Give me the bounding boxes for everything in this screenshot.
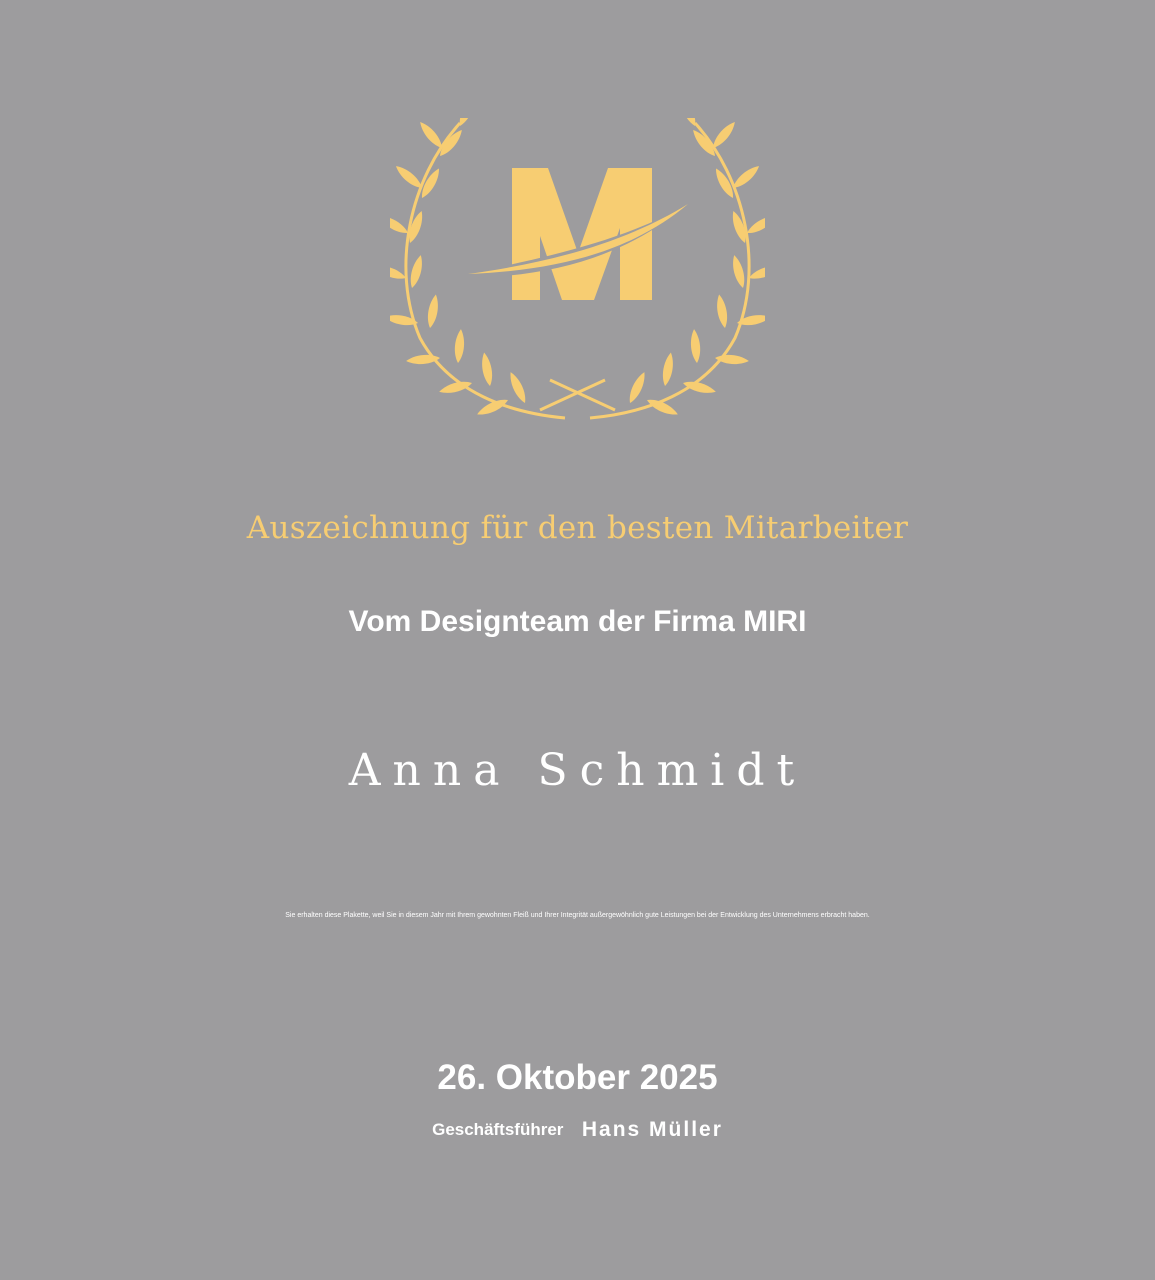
signature-block [0, 1118, 1155, 1142]
award-title: Auszeichnung für den besten Mitarbeiter [246, 510, 909, 546]
award-subtitle: Vom Designteam der Firma MIRI [348, 605, 807, 638]
signatory-role: Geschäftsführer [432, 1120, 564, 1139]
recipient-name: Anna Schmidt [348, 745, 807, 796]
laurel-wreath-m-logo-icon [390, 118, 765, 428]
award-date: 26. Oktober 2025 [437, 1058, 718, 1097]
signatory-name: Hans Müller [581, 1118, 723, 1141]
award-citation: Sie erhalten diese Plakette, weil Sie in diesem Jahr mit Ihrem gewohnten Fleiß und Ihrer Integrität außergewöhnlich gute Leistungen bei der Entwicklung des Unternehmens erbracht haben. [285, 912, 870, 919]
